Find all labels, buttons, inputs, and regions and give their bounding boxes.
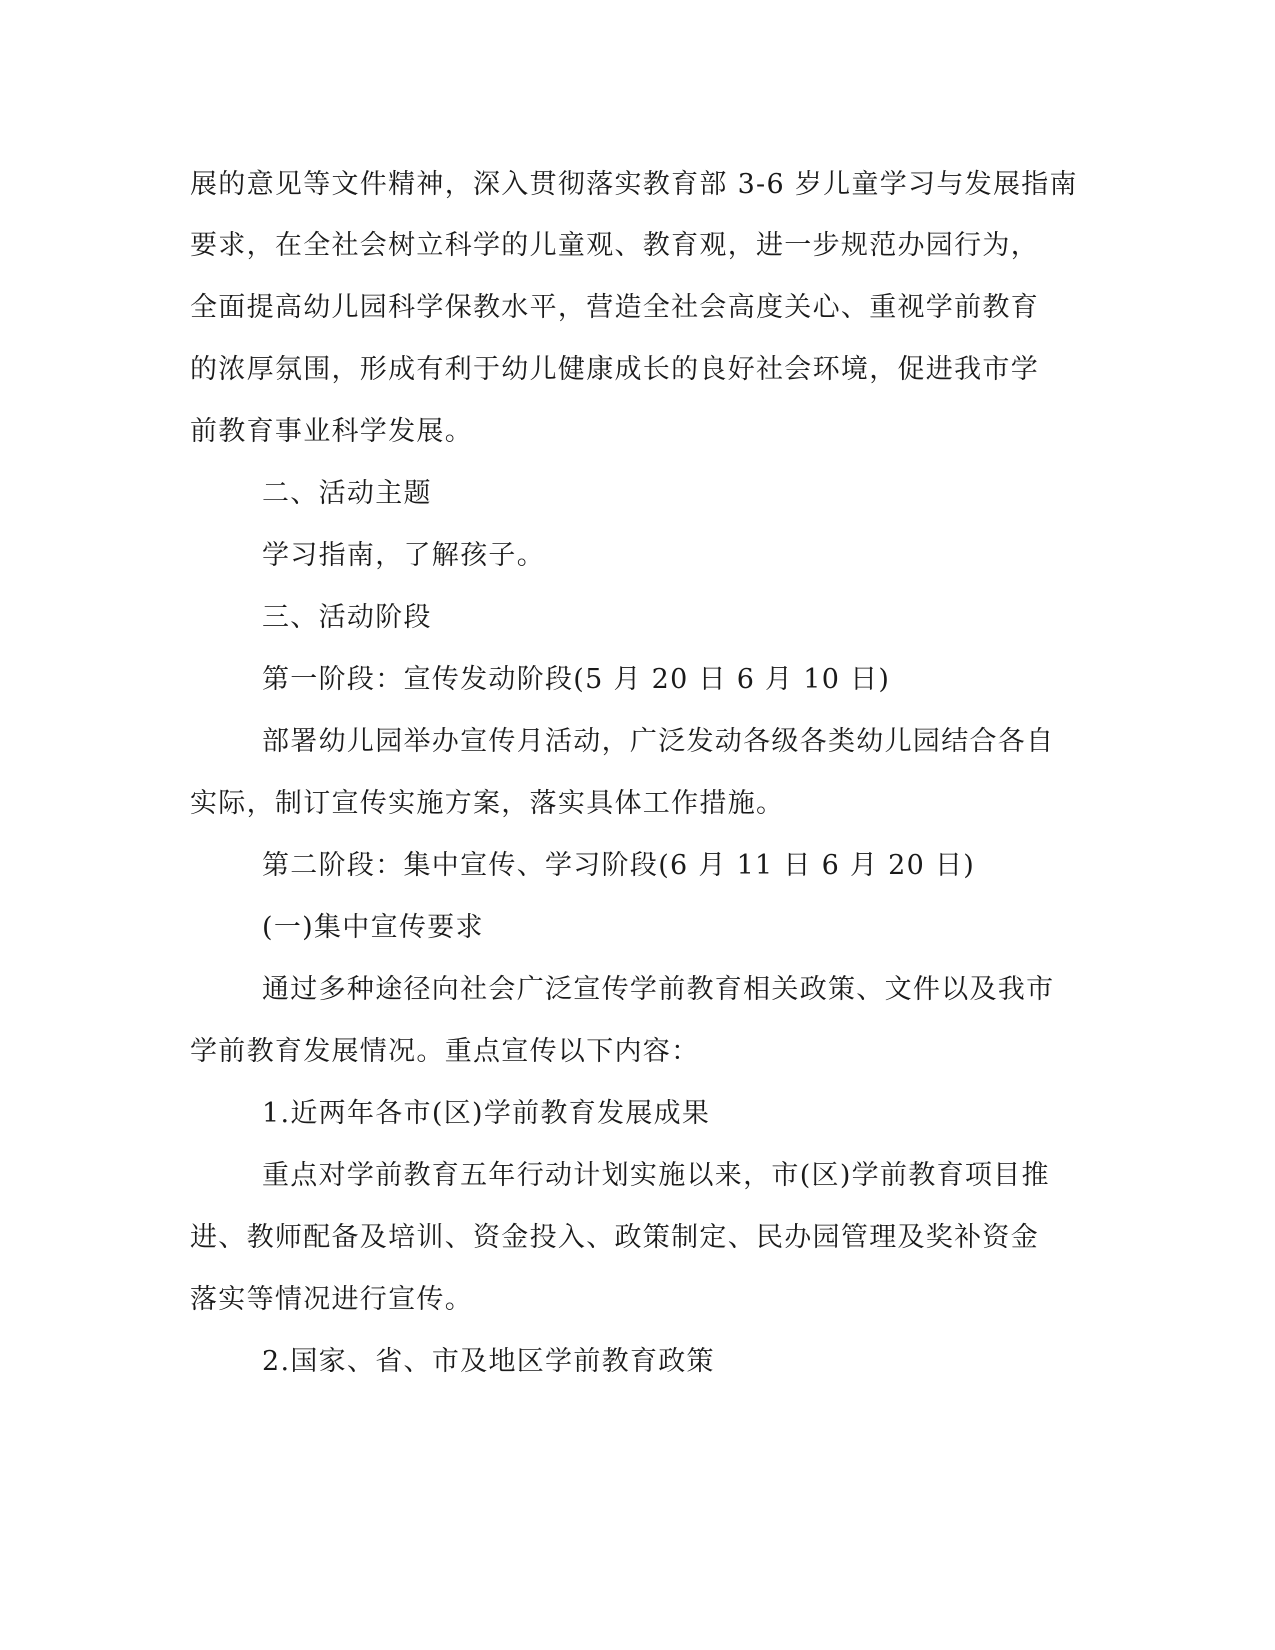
list-item-heading: 1.近两年各市(区)学前教育发展成果 xyxy=(262,1098,711,1129)
body-text-line: 重点对学前教育五年行动计划实施以来，市(区)学前教育项目推 xyxy=(262,1160,1050,1191)
body-text-line: 前教育事业科学发展。 xyxy=(190,416,473,447)
section-heading: 二、活动主题 xyxy=(262,478,432,509)
body-text-line: 实际，制订宣传实施方案，落实具体工作措施。 xyxy=(190,788,785,819)
stage-heading: 第一阶段：宣传发动阶段(5 月 20 日 6 月 10 日) xyxy=(262,664,891,695)
body-text-line: 展的意见等文件精神，深入贯彻落实教育部 3-6 岁儿童学习与发展指南 xyxy=(190,169,1078,200)
body-text-line: 进、教师配备及培训、资金投入、政策制定、民办园管理及奖补资金 xyxy=(190,1222,1039,1253)
body-text-line: 全面提高幼儿园科学保教水平，营造全社会高度关心、重视学前教育 xyxy=(190,292,1039,323)
body-text-line: 部署幼儿园举办宣传月活动，广泛发动各级各类幼儿园结合各自 xyxy=(262,726,1055,757)
body-text-line: 落实等情况进行宣传。 xyxy=(190,1284,473,1315)
body-text-line: 学前教育发展情况。重点宣传以下内容： xyxy=(190,1036,700,1067)
list-item-heading: 2.国家、省、市及地区学前教育政策 xyxy=(262,1346,715,1377)
body-text-line: 的浓厚氛围，形成有利于幼儿健康成长的良好社会环境，促进我市学 xyxy=(190,354,1039,385)
subsection-heading: (一)集中宣传要求 xyxy=(262,912,484,943)
body-text-line: 通过多种途径向社会广泛宣传学前教育相关政策、文件以及我市 xyxy=(262,974,1055,1005)
body-text-line: 要求，在全社会树立科学的儿童观、教育观，进一步规范办园行为， xyxy=(190,230,1039,261)
stage-heading: 第二阶段：集中宣传、学习阶段(6 月 11 日 6 月 20 日) xyxy=(262,850,976,881)
body-text-line: 学习指南，了解孩子。 xyxy=(262,540,545,571)
section-heading: 三、活动阶段 xyxy=(262,602,432,633)
